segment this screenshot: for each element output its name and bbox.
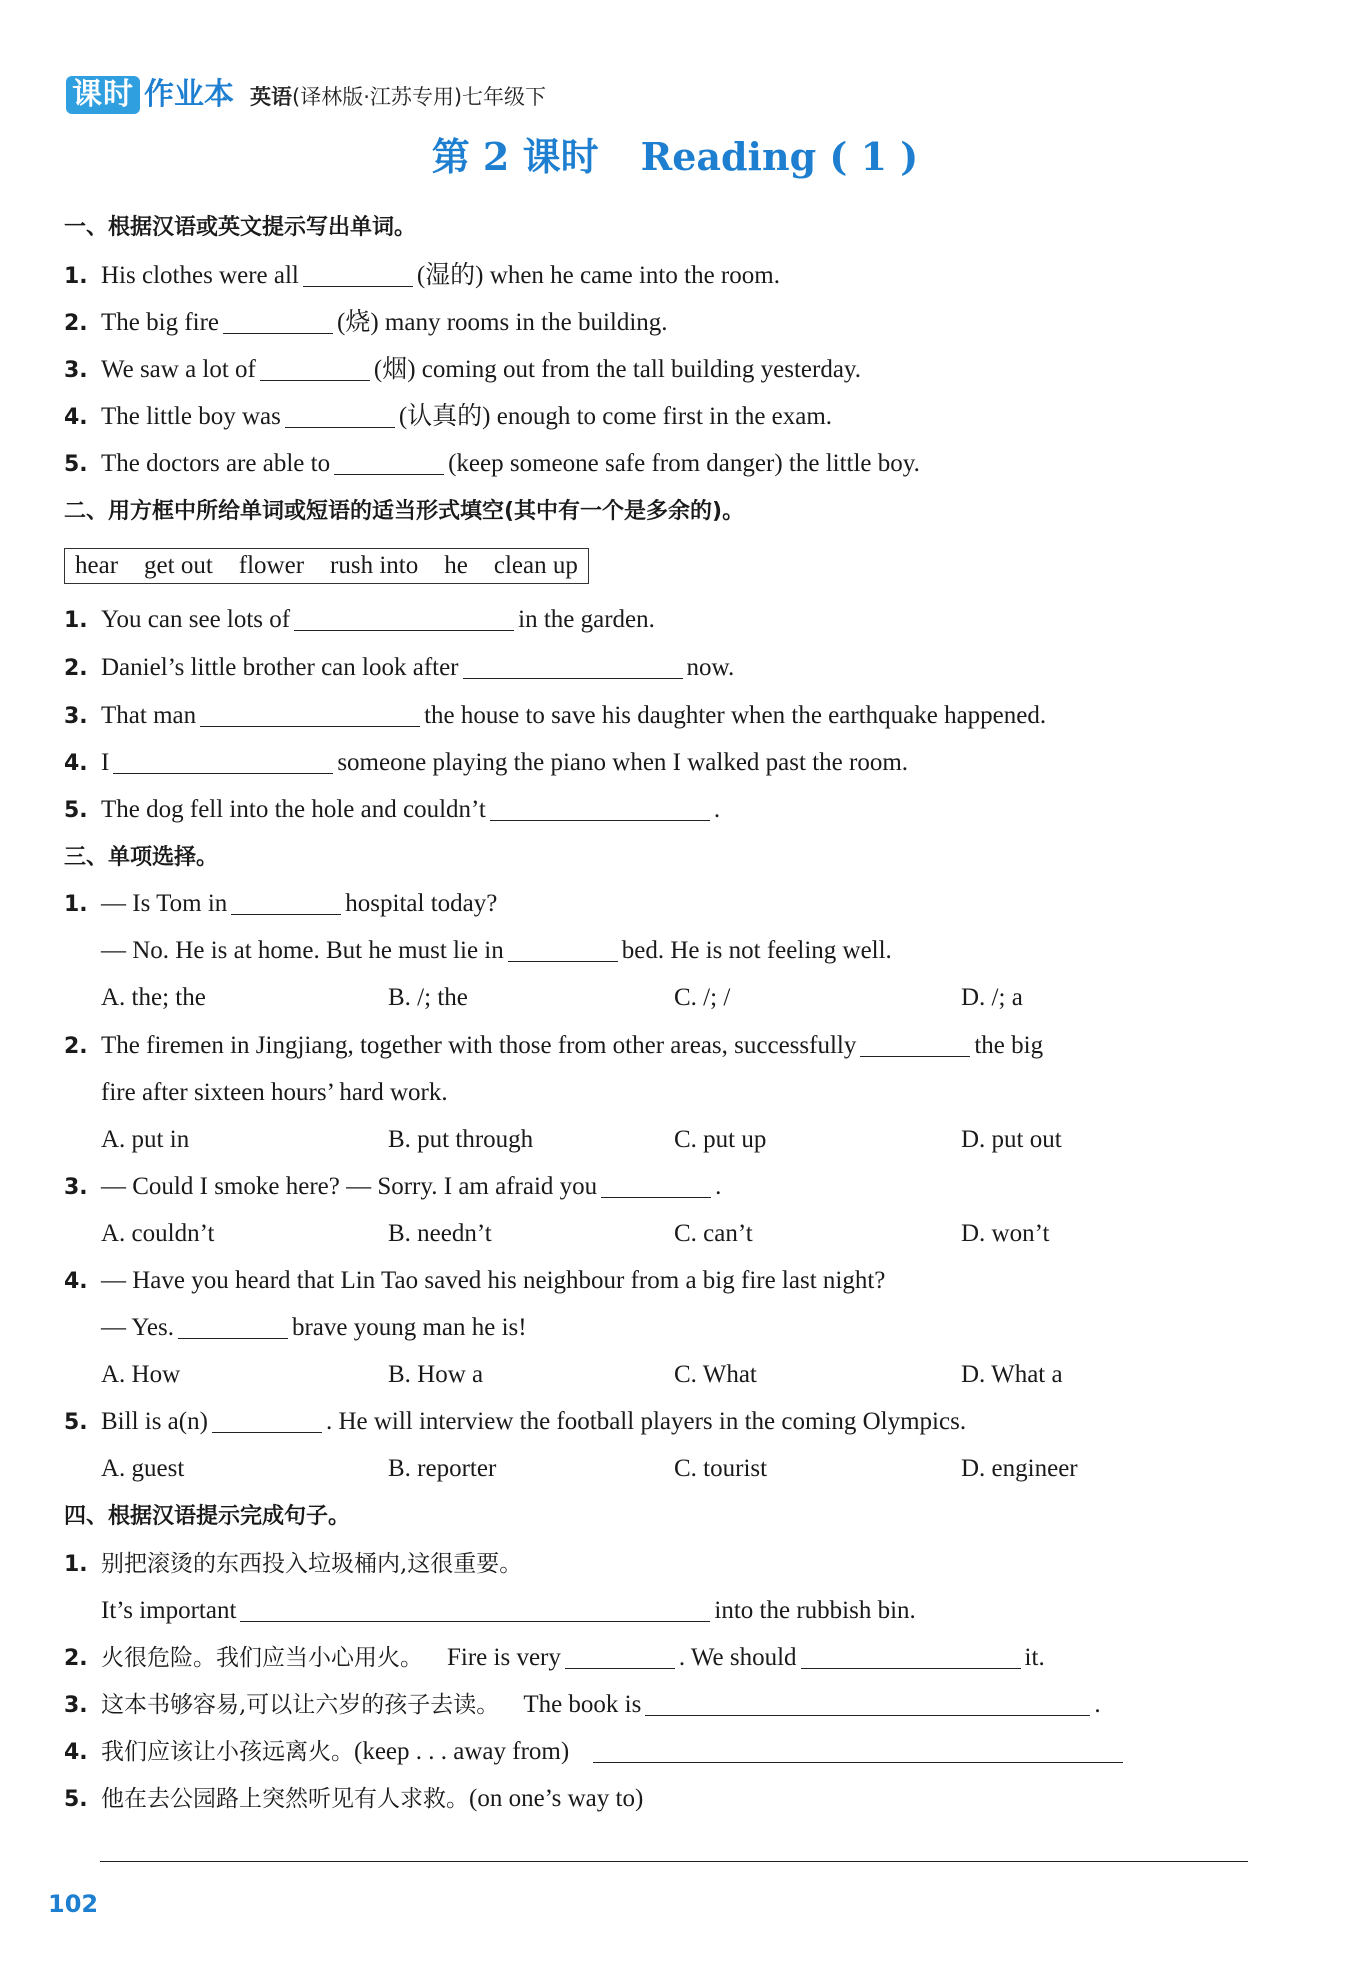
s3-q4-line1 <box>64 1261 885 1302</box>
item-text: The firemen in Jingjiang, together with those from other areas, successfully <box>101 1032 857 1059</box>
item-text: brave young man he is! <box>291 1314 527 1341</box>
answer-blank[interactable] <box>260 354 370 381</box>
item-text: . We should <box>678 1644 797 1671</box>
option-a[interactable]: A. couldn’t <box>101 1220 215 1247</box>
s4-item-1-en <box>101 1591 916 1631</box>
item-text: 这本书够容易,可以让六岁的孩子去读。 <box>101 1692 500 1718</box>
s1-item-3 <box>64 350 861 391</box>
word-box-item: rush into <box>330 552 419 579</box>
item-number: 4. <box>64 1740 88 1765</box>
page-title <box>0 132 1350 182</box>
item-text: 我们应该让小孩远离火。 <box>101 1739 354 1765</box>
item-text: (认真的) enough to come first in the exam. <box>398 403 833 430</box>
word-box-item: get out <box>144 552 213 579</box>
item-number: 2. <box>64 656 88 681</box>
option-b[interactable]: B. /; the <box>388 984 468 1011</box>
answer-blank[interactable] <box>178 1312 288 1339</box>
item-number: 4. <box>64 1269 88 1294</box>
item-number: 2. <box>64 1646 88 1671</box>
brand-logo <box>66 76 234 114</box>
item-text: You can see lots of <box>101 606 291 633</box>
item-number: 4. <box>64 405 88 430</box>
option-d[interactable]: D. won’t <box>961 1220 1050 1247</box>
item-text: — Have you heard that Lin Tao saved his neighbour from a big fire last night? <box>101 1267 886 1294</box>
s3-q4-line2 <box>101 1308 527 1348</box>
item-text: . <box>1094 1691 1101 1718</box>
option-d[interactable]: D. put out <box>961 1126 1062 1153</box>
word-box-item: he <box>444 552 468 579</box>
s1-item-1 <box>64 256 780 297</box>
item-text: . <box>713 796 721 823</box>
edition-label: (译林版·江苏专用)七年级下 <box>292 85 547 109</box>
item-text: Bill is a(n) <box>101 1408 208 1435</box>
s3-q5-line1 <box>64 1402 966 1443</box>
item-text: someone playing the piano when I walked past the room. <box>337 749 909 776</box>
option-d[interactable]: D. What a <box>961 1361 1063 1388</box>
item-text: The doctors are able to <box>101 450 331 477</box>
s1-item-2 <box>64 303 668 344</box>
item-text: hospital today? <box>345 890 498 917</box>
item-text: it. <box>1024 1644 1045 1671</box>
answer-line[interactable] <box>100 1861 1248 1862</box>
option-c[interactable]: C. /; / <box>674 984 731 1011</box>
answer-blank[interactable] <box>303 260 413 287</box>
item-text: The dog fell into the hole and couldn’t <box>101 796 486 823</box>
item-text: Daniel’s little brother can look after <box>101 654 459 681</box>
option-a[interactable]: A. put in <box>101 1126 190 1153</box>
item-number: 3. <box>64 358 88 383</box>
item-text: — Yes. <box>101 1314 174 1341</box>
s2-item-4 <box>64 743 908 784</box>
lesson-topic: Reading ( 1 ) <box>640 134 919 179</box>
option-d[interactable]: D. /; a <box>961 984 1023 1011</box>
option-a[interactable]: A. How <box>101 1361 181 1388</box>
item-text: His clothes were all <box>101 262 299 289</box>
option-b[interactable]: B. reporter <box>388 1455 497 1482</box>
answer-blank[interactable] <box>294 604 514 631</box>
item-text: bed. He is not feeling well. <box>621 937 892 964</box>
item-text: now. <box>686 654 735 681</box>
item-number: 4. <box>64 751 88 776</box>
option-c[interactable]: C. can’t <box>674 1220 753 1247</box>
section-4-heading: 四、根据汉语提示完成句子。 <box>64 1504 351 1529</box>
item-number: 3. <box>64 704 88 729</box>
item-text: . He will interview the football players in the coming Olympics. <box>325 1408 967 1435</box>
word-box <box>64 548 589 584</box>
option-b[interactable]: B. put through <box>388 1126 534 1153</box>
option-b[interactable]: B. needn’t <box>388 1220 492 1247</box>
s2-item-2 <box>64 648 734 689</box>
answer-blank[interactable] <box>645 1689 1090 1716</box>
s4-item-4 <box>64 1732 1127 1773</box>
section-1-heading: 一、根据汉语或英文提示写出单词。 <box>64 215 417 240</box>
item-text: 火很危险。我们应当小心用火。 <box>101 1645 423 1671</box>
answer-blank[interactable] <box>565 1642 675 1669</box>
brand-logo-box: 课时 <box>66 76 140 114</box>
s3-q2-line2: fire after sixteen hours’ hard work. <box>101 1079 448 1106</box>
item-number: 2. <box>64 311 88 336</box>
item-text: It’s important <box>101 1597 237 1624</box>
item-text: 他在去公园路上突然听见有人求救。 <box>101 1786 469 1812</box>
answer-blank[interactable] <box>463 652 683 679</box>
item-number: 5. <box>64 1787 88 1812</box>
item-text: — Could I smoke here? — Sorry. I am afraid you <box>101 1173 598 1200</box>
s4-item-5 <box>64 1779 643 1820</box>
section-3-heading: 三、单项选择。 <box>64 845 219 870</box>
item-number: 5. <box>64 798 88 823</box>
s3-q1-line1 <box>64 884 497 925</box>
item-number: 3. <box>64 1175 88 1200</box>
lesson-label: 第 2 课时 <box>431 134 599 179</box>
section-2-heading: 二、用方框中所给单词或短语的适当形式填空(其中有一个是多余的)。 <box>64 499 745 524</box>
s2-item-3 <box>64 696 1046 737</box>
item-number: 2. <box>64 1034 88 1059</box>
item-text: 别把滚烫的东西投入垃圾桶内,这很重要。 <box>101 1551 523 1577</box>
item-text: — No. He is at home. But he must lie in <box>101 937 504 964</box>
option-c[interactable]: C. What <box>674 1361 757 1388</box>
option-b[interactable]: B. How a <box>388 1361 484 1388</box>
item-number: 1. <box>64 264 88 289</box>
item-text: into the rubbish bin. <box>714 1597 916 1624</box>
answer-blank[interactable] <box>860 1030 970 1057</box>
item-number: 3. <box>64 1693 88 1718</box>
item-text: The little boy was <box>101 403 281 430</box>
item-text: (keep someone safe from danger) the little boy. <box>448 450 920 477</box>
item-number: 1. <box>64 892 88 917</box>
item-text: I <box>101 749 110 776</box>
word-box-item: hear <box>75 552 119 579</box>
item-text: (烧) many rooms in the building. <box>337 309 668 336</box>
answer-blank[interactable] <box>113 747 333 774</box>
answer-blank[interactable] <box>508 935 618 962</box>
s4-item-2 <box>64 1638 1045 1679</box>
answer-blank[interactable] <box>231 888 341 915</box>
answer-blank[interactable] <box>601 1171 711 1198</box>
s3-q3-line1 <box>64 1167 721 1208</box>
option-a[interactable]: A. the; the <box>101 984 206 1011</box>
answer-blank[interactable] <box>285 401 395 428</box>
item-text: The book is <box>523 1691 642 1718</box>
answer-blank[interactable] <box>334 448 444 475</box>
answer-blank[interactable] <box>801 1642 1021 1669</box>
item-number: 5. <box>64 452 88 477</box>
s2-item-1 <box>64 600 655 641</box>
item-number: 5. <box>64 1410 88 1435</box>
s1-item-5 <box>64 444 920 485</box>
s2-item-5 <box>64 790 720 831</box>
s4-item-3 <box>64 1685 1101 1726</box>
option-c[interactable]: C. put up <box>674 1126 767 1153</box>
word-box-item: clean up <box>493 552 578 579</box>
option-c[interactable]: C. tourist <box>674 1455 768 1482</box>
book-header <box>66 72 546 114</box>
item-text: Fire is very <box>447 1644 561 1671</box>
hint-text: (keep . . . away from) <box>354 1738 570 1765</box>
book-info <box>250 80 546 114</box>
item-text: . <box>715 1173 722 1200</box>
s3-q2-line1 <box>64 1026 1043 1067</box>
answer-blank[interactable] <box>223 307 333 334</box>
page-number: 102 <box>48 1890 99 1918</box>
item-text: (湿的) when he came into the room. <box>416 262 780 289</box>
item-text: the big <box>974 1032 1044 1059</box>
item-text: We saw a lot of <box>101 356 256 383</box>
answer-blank[interactable] <box>240 1595 710 1622</box>
item-text: The big fire <box>101 309 220 336</box>
item-text: in the garden. <box>518 606 655 633</box>
s4-item-1-cn <box>64 1544 522 1585</box>
item-text: (烟) coming out from the tall building yesterday. <box>373 356 862 383</box>
hint-text: (on one’s way to) <box>469 1785 644 1812</box>
answer-blank[interactable] <box>200 700 420 727</box>
item-number: 1. <box>64 608 88 633</box>
answer-blank[interactable] <box>593 1736 1123 1763</box>
brand-logo-text: 作业本 <box>144 77 234 112</box>
option-d[interactable]: D. engineer <box>961 1455 1078 1482</box>
item-text: the house to save his daughter when the earthquake happened. <box>424 702 1047 729</box>
item-number: 1. <box>64 1552 88 1577</box>
s3-q1-line2 <box>101 931 892 971</box>
answer-blank[interactable] <box>212 1406 322 1433</box>
item-text: — Is Tom in <box>101 890 228 917</box>
item-text: That man <box>101 702 197 729</box>
answer-blank[interactable] <box>490 794 710 821</box>
s1-item-4 <box>64 397 832 438</box>
subject-label: 英语 <box>250 85 292 109</box>
option-a[interactable]: A. guest <box>101 1455 185 1482</box>
word-box-item: flower <box>238 552 305 579</box>
